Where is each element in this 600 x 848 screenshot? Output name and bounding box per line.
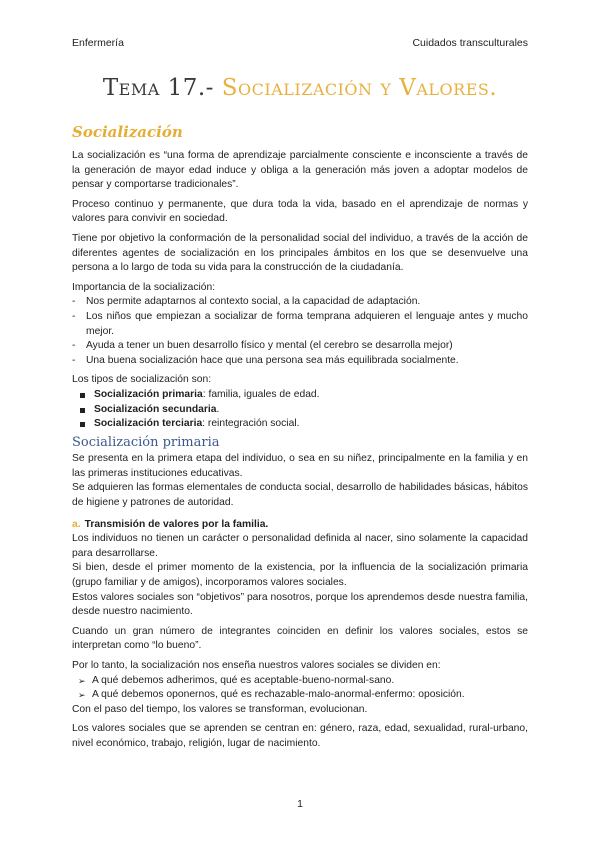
list-item: ➢ A qué debemos adherimos, qué es aceptable-bueno-normal-sano. — [78, 674, 528, 689]
paragraph-primary-forms: Se adquieren las formas elementales de conducta social, desarrollo de habilidades básicas, hábitos de higiene y patrones de autoridad. — [72, 482, 528, 509]
type-desc: : reintegración social. — [202, 418, 300, 430]
list-item: - Ayuda a tener un buen desarrollo físico y mental (el cerebro se desarrolla mejor) — [72, 339, 528, 354]
paragraph-objective: Tiene por objetivo la conformación de la personalidad social del individuo, a través de la acción de diferentes agentes de socialización en los principales ámbitos en los que se desenvuelve una persona a lo largo de toda su vida para la construcción de la ciudadanía. — [72, 232, 528, 274]
paragraph-item: Los valores sociales que se aprenden se centran en: género, raza, edad, sexualidad, rural-urbano, nivel económico, trabajo, religión, lugar de nacimiento. — [72, 723, 528, 749]
title-topic-name: Socialización y Valores. — [221, 75, 498, 101]
paragraph-definition: La socialización es “una forma de aprendizaje parcialmente consciente e inconsciente a través de la generación de mayor edad induce y obliga a la generación más joven a adoptar modelos de pensar y comportarse tradicionales”. — [72, 150, 528, 191]
paragraph-item: Los individuos no tienen un carácter o personalidad definida al nacer, sino solamente la capacidad para desarrollarse. — [72, 533, 528, 559]
paragraph-item: Cuando un gran número de integrantes coinciden en definir los valores sociales, estos se interpretan como “lo bueno”. — [72, 625, 528, 652]
list-item — [78, 388, 528, 403]
values-list — [72, 674, 528, 703]
list-item — [78, 403, 528, 418]
list-item: ➢ A qué debemos oponernos, qué es rechazable-malo-anormal-enfermo: oposición. — [78, 688, 528, 703]
type-name: Socialización terciaria — [94, 418, 203, 430]
document-body — [72, 149, 528, 757]
subsection-heading: Socialización primaria — [72, 434, 220, 450]
list-item: - Una buena socialización hace que una persona sea más equilibrada socialmente. — [72, 354, 528, 369]
list-item — [78, 417, 528, 432]
list-item: - Los niños que empiezan a socializar de forma temprana adquieren el lenguaje antes y mucho mejor. — [72, 310, 528, 339]
importance-intro: Importancia de la socialización: — [72, 281, 216, 293]
title-topic-number: Tema 17.- — [102, 75, 214, 101]
paragraph-process: Proceso continuo y permanente, que dura toda la vida, basado en el aprendizaje de normas y valores para convivir en sociedad. — [72, 198, 528, 225]
page-title — [0, 75, 600, 101]
page-number: 1 — [297, 798, 303, 810]
page-header — [72, 37, 528, 51]
section-heading: Socialización — [72, 123, 183, 141]
list-item: - Nos permite adaptarnos al contexto social, a la capacidad de adaptación. — [72, 295, 528, 310]
paragraph-item: Por lo tanto, la socialización nos enseña nuestros valores sociales se dividen en: — [72, 660, 441, 671]
type-name: Socialización primaria — [94, 388, 203, 400]
paragraph-item: Con el paso del tiempo, los valores se transforman, evolucionan. — [72, 703, 368, 715]
type-desc: . — [216, 403, 220, 415]
item-title: Transmisión de valores por la familia. — [84, 518, 269, 530]
types-intro: Los tipos de socialización son: — [72, 374, 212, 386]
item-letter: a. — [72, 518, 81, 530]
importance-list — [72, 295, 528, 368]
header-subject: Enfermería — [72, 37, 124, 49]
type-name: Socialización secundaria — [94, 403, 217, 415]
paragraph-item: Estos valores sociales son “objetivos” para nosotros, porque los aprendemos desde nuestra familia, desde nuestro nacimiento. — [72, 591, 528, 618]
types-list — [72, 388, 528, 432]
paragraph-item: Si bien, desde el primer momento de la existencia, por la influencia de la socialización primaria (grupo familiar y de amigos), incorporamos valores sociales. — [72, 562, 528, 589]
paragraph-primary-stage: Se presenta en la primera etapa del individuo, o sea en su niñez, principalmente en la familia y en las primeras instituciones educativas. — [72, 453, 528, 479]
type-desc: : familia, iguales de edad. — [202, 388, 320, 400]
header-course: Cuidados transculturales — [412, 37, 528, 49]
item-heading — [72, 518, 528, 533]
